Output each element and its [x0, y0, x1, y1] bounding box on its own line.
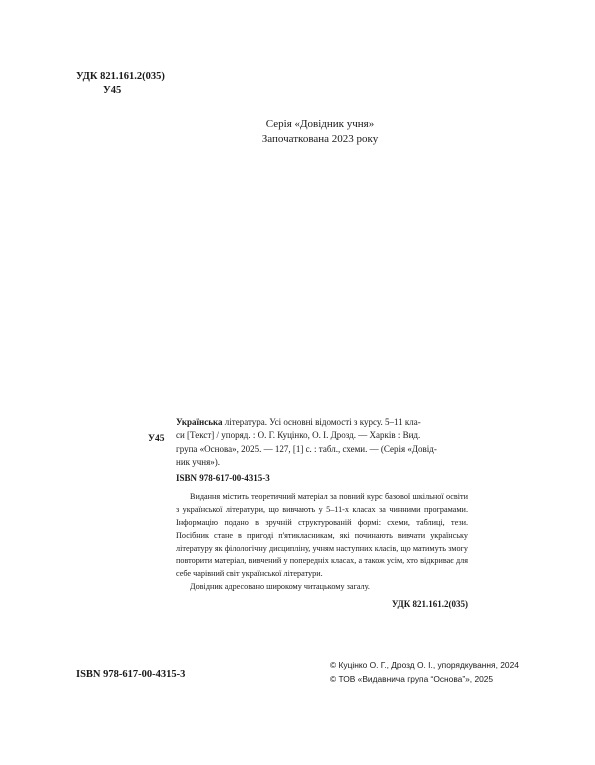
footer-isbn: ISBN 978-617-00-4315-3 — [76, 669, 186, 680]
annotation-paragraph-1: Видання містить теоретичний матеріал за повний курс базової шкільної освіти з української літератури, що вивчають у 5–11-х класах за чинними програмами. Інформацію подано в зручній структурованій формі: схеми, таблиці, тези. Посібник стане в пригоді п'ятикласникам, які починають вивчати українську літературу як філологічну дисципліну, учням наступних класів, що матимуть змогу повторити матеріал, вивчений у попередніх класах, а також усім, хто відкриває для себе чарівний світ української літератури. — [176, 492, 468, 579]
udk-code: УДК 821.161.2(035) — [76, 71, 165, 82]
series-started: Започаткована 2023 року — [261, 132, 379, 145]
catalog-title-bold: Українська — [176, 417, 223, 427]
catalog-author-mark: У45 — [148, 434, 165, 444]
catalog-udk: УДК 821.161.2(035) — [391, 598, 468, 609]
catalog-record — [176, 416, 468, 611]
udk-block — [76, 70, 165, 98]
annotation-paragraph-2: Довідник адресовано широкому читацькому загалу. — [190, 582, 370, 592]
record-line-1: література. Усі основні відомості з курсу. 5–11 кла- — [222, 417, 421, 427]
copyright-block — [330, 658, 519, 686]
bibliographic-description — [176, 416, 468, 469]
record-line-2: си [Текст] / упоряд. : О. Г. Куцінко, О. І. Дрозд. — Харків : Вид. — [176, 430, 421, 441]
record-line-3: група «Основа», 2025. — 127, [1] с. : табл., схеми. — (Серія «Довід- — [176, 443, 437, 454]
series-title: Серія «Довідник учня» — [265, 118, 375, 130]
copyright-publisher: © ТОВ «Видавнича група “Основа”», 2025 — [330, 674, 494, 684]
author-mark: У45 — [103, 85, 122, 96]
series-block — [0, 117, 595, 146]
record-line-4: ник учня»). — [176, 456, 220, 467]
catalog-isbn: ISBN 978-617-00-4315-3 — [176, 473, 270, 484]
copyright-authors: © Куцінко О. Г., Дрозд О. І., упорядкування, 2024 — [330, 660, 519, 670]
